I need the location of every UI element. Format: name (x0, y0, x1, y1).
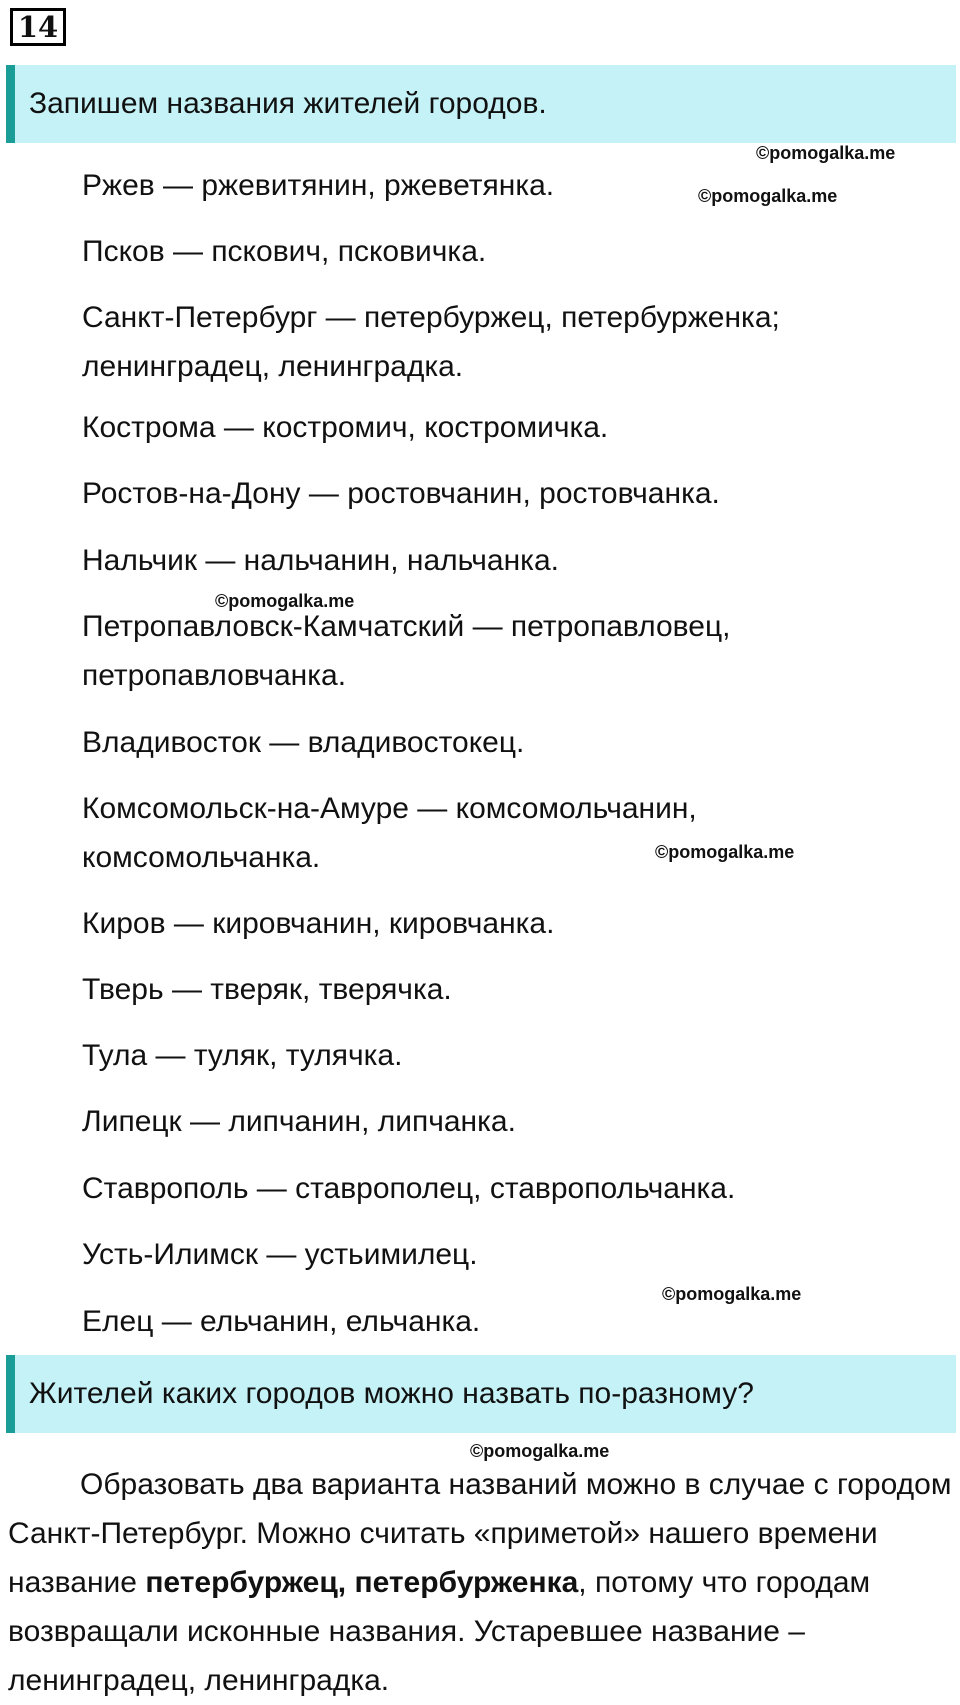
paragraph-bold-text: петербуржец, петербурженка (145, 1566, 579, 1599)
answer-line: Усть-Илимск — устьимилец. (82, 1238, 478, 1271)
answer-line: Кострома — костромич, костромичка. (82, 411, 609, 444)
watermark: ©pomogalka.me (470, 1441, 610, 1461)
answer-line: Тверь — тверяк, тверячка. (82, 973, 452, 1006)
answer-line: Псков — пскович, псковичка. (82, 235, 487, 268)
watermark: ©pomogalka.me (698, 186, 838, 206)
answer-line: Петропавловск-Камчатский — петропавловец, (82, 610, 731, 643)
answer-line: Комсомольск-на-Амуре — комсомольчанин, (82, 792, 697, 825)
answer-line: ленинградец, ленинградка. (82, 350, 464, 383)
answer-line: Ростов-на-Дону — ростовчанин, ростовчанка. (82, 477, 720, 510)
watermark: ©pomogalka.me (662, 1284, 802, 1304)
heading-question: Жителей каких городов можно назвать по-разному? (6, 1355, 956, 1433)
answer-line: Владивосток — владивостокец. (82, 726, 525, 759)
watermark: ©pomogalka.me (215, 591, 355, 611)
answer-line: комсомольчанка. (82, 841, 321, 874)
answer-line: Санкт-Петербург — петербуржец, петербурженка; (82, 301, 780, 334)
answer-line: Киров — кировчанин, кировчанка. (82, 907, 555, 940)
task-number: 14 (10, 8, 66, 46)
paragraph-text-end: , потому что городам возвращали исконные названия. Устаревшее название – ленинградец, ленинградка. (8, 1566, 871, 1697)
answer-line: Липецк — липчанин, липчанка. (82, 1105, 516, 1138)
watermark: ©pomogalka.me (655, 842, 795, 862)
paragraph-text: Образовать два варианта названий можно в случае с городом Санкт-Петербург. Можно считать «приметой» нашего времени название (8, 1468, 952, 1599)
answer-paragraph (8, 1460, 956, 1705)
answer-line: Ставрополь — ставрополец, ставропольчанка. (82, 1172, 736, 1205)
answer-line: Ржев — ржевитянин, ржеветянка. (82, 169, 555, 202)
watermark: ©pomogalka.me (756, 143, 896, 163)
answer-line: Елец — ельчанин, ельчанка. (82, 1305, 481, 1338)
heading-task: Запишем названия жителей городов. (6, 65, 956, 143)
answer-line: Тула — туляк, тулячка. (82, 1039, 403, 1072)
answer-line: Нальчик — нальчанин, нальчанка. (82, 544, 559, 577)
answer-line: петропавловчанка. (82, 659, 347, 692)
